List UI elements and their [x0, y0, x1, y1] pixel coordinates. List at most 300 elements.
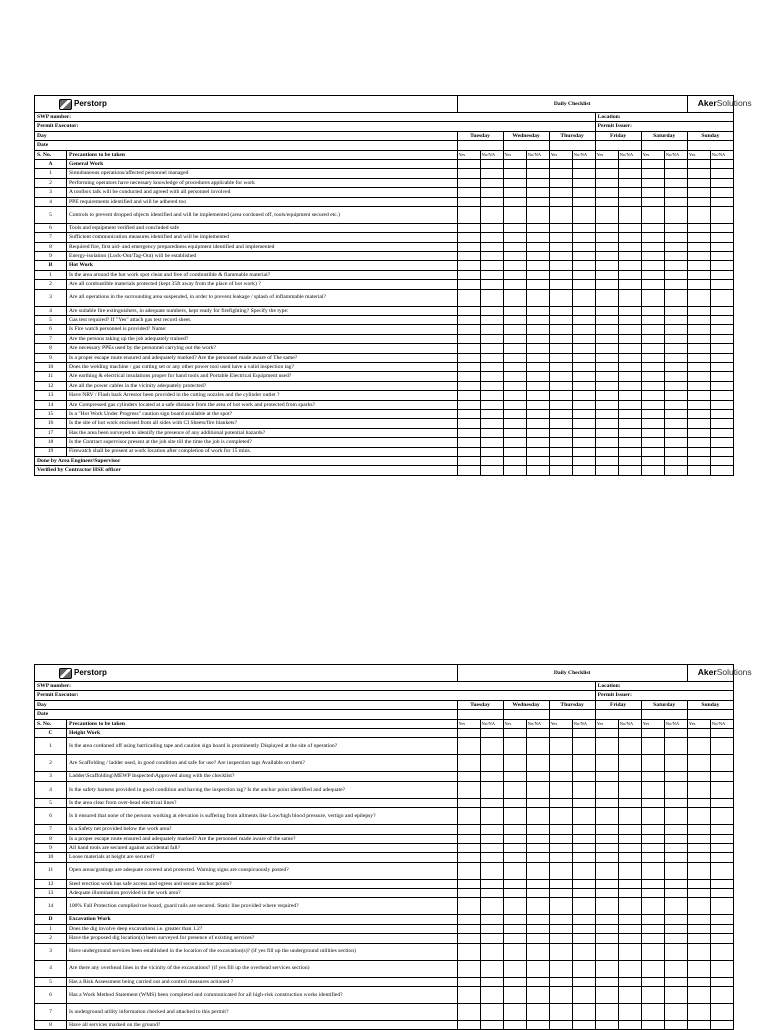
item-yes-cell[interactable]: [687, 1004, 710, 1021]
item-no-na-cell[interactable]: [572, 879, 595, 888]
item-no-na-cell[interactable]: [480, 223, 503, 232]
item-yes-cell[interactable]: [549, 772, 572, 781]
item-no-na-cell[interactable]: [710, 325, 733, 334]
section-yes-cell[interactable]: [595, 915, 618, 924]
item-yes-cell[interactable]: [549, 843, 572, 852]
item-no-na-cell[interactable]: [618, 233, 641, 242]
item-yes-cell[interactable]: [641, 843, 664, 852]
item-no-na-cell[interactable]: [572, 862, 595, 879]
section-yes-cell[interactable]: [595, 728, 618, 737]
item-yes-cell[interactable]: [549, 834, 572, 843]
item-yes-cell[interactable]: [641, 853, 664, 862]
signoff-no-na-cell[interactable]: [480, 456, 503, 465]
item-yes-cell[interactable]: [595, 772, 618, 781]
section-no-na-cell[interactable]: [664, 728, 687, 737]
section-yes-cell[interactable]: [457, 728, 480, 737]
item-yes-cell[interactable]: [595, 419, 618, 428]
item-yes-cell[interactable]: [503, 843, 526, 852]
item-no-na-cell[interactable]: [572, 206, 595, 223]
item-no-na-cell[interactable]: [572, 924, 595, 933]
item-yes-cell[interactable]: [595, 223, 618, 232]
item-no-na-cell[interactable]: [572, 325, 595, 334]
item-yes-cell[interactable]: [503, 233, 526, 242]
item-yes-cell[interactable]: [457, 898, 480, 915]
section-no-na-cell[interactable]: [618, 261, 641, 270]
item-yes-cell[interactable]: [595, 898, 618, 915]
item-yes-cell[interactable]: [595, 755, 618, 772]
section-no-na-cell[interactable]: [526, 728, 549, 737]
date-cell-0[interactable]: [457, 141, 503, 150]
item-yes-cell[interactable]: [503, 438, 526, 447]
item-yes-cell[interactable]: [687, 325, 710, 334]
item-no-na-cell[interactable]: [480, 428, 503, 437]
item-yes-cell[interactable]: [687, 233, 710, 242]
item-no-na-cell[interactable]: [572, 362, 595, 371]
item-no-na-cell[interactable]: [664, 1004, 687, 1021]
item-no-na-cell[interactable]: [526, 280, 549, 289]
item-no-na-cell[interactable]: [526, 1004, 549, 1021]
item-yes-cell[interactable]: [549, 270, 572, 279]
item-yes-cell[interactable]: [687, 1021, 710, 1030]
item-no-na-cell[interactable]: [526, 289, 549, 306]
item-no-na-cell[interactable]: [618, 977, 641, 986]
signoff-yes-cell[interactable]: [595, 466, 618, 475]
item-no-na-cell[interactable]: [618, 853, 641, 862]
item-no-na-cell[interactable]: [710, 987, 733, 1004]
section-no-na-cell[interactable]: [664, 159, 687, 168]
item-yes-cell[interactable]: [457, 188, 480, 197]
item-no-na-cell[interactable]: [526, 808, 549, 825]
item-yes-cell[interactable]: [457, 325, 480, 334]
item-yes-cell[interactable]: [641, 1021, 664, 1030]
item-no-na-cell[interactable]: [618, 223, 641, 232]
item-yes-cell[interactable]: [687, 447, 710, 456]
section-no-na-cell[interactable]: [480, 261, 503, 270]
item-no-na-cell[interactable]: [526, 438, 549, 447]
item-no-na-cell[interactable]: [526, 428, 549, 437]
signoff-no-na-cell[interactable]: [572, 456, 595, 465]
item-no-na-cell[interactable]: [664, 960, 687, 977]
item-yes-cell[interactable]: [687, 772, 710, 781]
item-no-na-cell[interactable]: [526, 381, 549, 390]
signoff-yes-cell[interactable]: [641, 466, 664, 475]
item-yes-cell[interactable]: [687, 280, 710, 289]
item-no-na-cell[interactable]: [664, 943, 687, 960]
item-yes-cell[interactable]: [687, 188, 710, 197]
item-yes-cell[interactable]: [503, 889, 526, 898]
item-yes-cell[interactable]: [503, 808, 526, 825]
item-yes-cell[interactable]: [687, 438, 710, 447]
item-yes-cell[interactable]: [549, 419, 572, 428]
item-no-na-cell[interactable]: [480, 862, 503, 879]
item-yes-cell[interactable]: [503, 325, 526, 334]
item-no-na-cell[interactable]: [710, 853, 733, 862]
item-yes-cell[interactable]: [457, 943, 480, 960]
item-no-na-cell[interactable]: [480, 798, 503, 807]
item-yes-cell[interactable]: [595, 233, 618, 242]
item-yes-cell[interactable]: [503, 853, 526, 862]
item-no-na-cell[interactable]: [710, 334, 733, 343]
item-yes-cell[interactable]: [641, 879, 664, 888]
item-yes-cell[interactable]: [687, 353, 710, 362]
item-yes-cell[interactable]: [549, 1021, 572, 1030]
item-no-na-cell[interactable]: [480, 289, 503, 306]
item-no-na-cell[interactable]: [710, 372, 733, 381]
item-yes-cell[interactable]: [641, 825, 664, 834]
item-no-na-cell[interactable]: [572, 825, 595, 834]
item-no-na-cell[interactable]: [664, 889, 687, 898]
item-no-na-cell[interactable]: [480, 344, 503, 353]
item-yes-cell[interactable]: [595, 738, 618, 755]
item-no-na-cell[interactable]: [664, 898, 687, 915]
item-yes-cell[interactable]: [549, 197, 572, 206]
signoff-no-na-cell[interactable]: [710, 456, 733, 465]
section-no-na-cell[interactable]: [710, 261, 733, 270]
item-no-na-cell[interactable]: [572, 853, 595, 862]
item-yes-cell[interactable]: [595, 960, 618, 977]
item-no-na-cell[interactable]: [710, 898, 733, 915]
item-no-na-cell[interactable]: [710, 834, 733, 843]
item-yes-cell[interactable]: [595, 781, 618, 798]
item-yes-cell[interactable]: [549, 325, 572, 334]
section-yes-cell[interactable]: [549, 728, 572, 737]
item-no-na-cell[interactable]: [572, 960, 595, 977]
item-no-na-cell[interactable]: [618, 197, 641, 206]
item-yes-cell[interactable]: [595, 252, 618, 261]
item-no-na-cell[interactable]: [664, 344, 687, 353]
item-no-na-cell[interactable]: [480, 306, 503, 315]
item-yes-cell[interactable]: [457, 934, 480, 943]
item-no-na-cell[interactable]: [664, 306, 687, 315]
item-yes-cell[interactable]: [687, 898, 710, 915]
item-no-na-cell[interactable]: [572, 197, 595, 206]
item-no-na-cell[interactable]: [526, 853, 549, 862]
section-yes-cell[interactable]: [641, 915, 664, 924]
item-no-na-cell[interactable]: [526, 233, 549, 242]
item-yes-cell[interactable]: [503, 280, 526, 289]
item-yes-cell[interactable]: [687, 934, 710, 943]
item-no-na-cell[interactable]: [618, 428, 641, 437]
item-no-na-cell[interactable]: [572, 188, 595, 197]
item-yes-cell[interactable]: [687, 306, 710, 315]
date-cell-2[interactable]: [549, 141, 595, 150]
section-no-na-cell[interactable]: [664, 261, 687, 270]
item-yes-cell[interactable]: [457, 400, 480, 409]
item-yes-cell[interactable]: [457, 834, 480, 843]
item-no-na-cell[interactable]: [480, 178, 503, 187]
item-no-na-cell[interactable]: [710, 233, 733, 242]
item-no-na-cell[interactable]: [618, 781, 641, 798]
item-no-na-cell[interactable]: [618, 206, 641, 223]
item-yes-cell[interactable]: [641, 381, 664, 390]
item-yes-cell[interactable]: [457, 755, 480, 772]
date-cell-3[interactable]: [595, 710, 641, 719]
item-no-na-cell[interactable]: [710, 362, 733, 371]
item-yes-cell[interactable]: [503, 1021, 526, 1030]
item-yes-cell[interactable]: [595, 409, 618, 418]
item-yes-cell[interactable]: [595, 438, 618, 447]
item-no-na-cell[interactable]: [664, 289, 687, 306]
item-yes-cell[interactable]: [503, 197, 526, 206]
item-yes-cell[interactable]: [687, 334, 710, 343]
item-yes-cell[interactable]: [641, 178, 664, 187]
signoff-no-na-cell[interactable]: [572, 466, 595, 475]
item-yes-cell[interactable]: [641, 344, 664, 353]
item-no-na-cell[interactable]: [664, 252, 687, 261]
date-cell-5[interactable]: [687, 710, 733, 719]
item-no-na-cell[interactable]: [480, 391, 503, 400]
item-yes-cell[interactable]: [549, 934, 572, 943]
item-yes-cell[interactable]: [641, 270, 664, 279]
item-no-na-cell[interactable]: [710, 391, 733, 400]
item-no-na-cell[interactable]: [526, 843, 549, 852]
item-yes-cell[interactable]: [549, 334, 572, 343]
item-yes-cell[interactable]: [503, 344, 526, 353]
item-no-na-cell[interactable]: [572, 316, 595, 325]
item-yes-cell[interactable]: [549, 879, 572, 888]
item-no-na-cell[interactable]: [480, 808, 503, 825]
item-yes-cell[interactable]: [641, 934, 664, 943]
item-no-na-cell[interactable]: [618, 943, 641, 960]
item-yes-cell[interactable]: [457, 1021, 480, 1030]
item-yes-cell[interactable]: [687, 879, 710, 888]
item-no-na-cell[interactable]: [664, 934, 687, 943]
item-yes-cell[interactable]: [503, 372, 526, 381]
item-yes-cell[interactable]: [549, 738, 572, 755]
item-yes-cell[interactable]: [503, 391, 526, 400]
item-yes-cell[interactable]: [457, 169, 480, 178]
item-no-na-cell[interactable]: [710, 223, 733, 232]
item-no-na-cell[interactable]: [526, 169, 549, 178]
item-yes-cell[interactable]: [503, 400, 526, 409]
section-yes-cell[interactable]: [687, 915, 710, 924]
item-no-na-cell[interactable]: [664, 381, 687, 390]
item-yes-cell[interactable]: [457, 781, 480, 798]
item-yes-cell[interactable]: [457, 1004, 480, 1021]
item-yes-cell[interactable]: [595, 843, 618, 852]
item-yes-cell[interactable]: [595, 344, 618, 353]
item-yes-cell[interactable]: [687, 223, 710, 232]
item-yes-cell[interactable]: [641, 362, 664, 371]
item-yes-cell[interactable]: [549, 223, 572, 232]
item-yes-cell[interactable]: [595, 334, 618, 343]
item-no-na-cell[interactable]: [526, 306, 549, 315]
date-cell-1[interactable]: [503, 710, 549, 719]
item-no-na-cell[interactable]: [480, 372, 503, 381]
item-yes-cell[interactable]: [549, 188, 572, 197]
item-no-na-cell[interactable]: [710, 781, 733, 798]
item-no-na-cell[interactable]: [710, 280, 733, 289]
item-yes-cell[interactable]: [503, 178, 526, 187]
item-no-na-cell[interactable]: [664, 280, 687, 289]
item-no-na-cell[interactable]: [618, 400, 641, 409]
item-yes-cell[interactable]: [457, 447, 480, 456]
item-yes-cell[interactable]: [641, 316, 664, 325]
item-yes-cell[interactable]: [687, 289, 710, 306]
item-no-na-cell[interactable]: [664, 825, 687, 834]
signoff-yes-cell[interactable]: [503, 456, 526, 465]
item-yes-cell[interactable]: [549, 862, 572, 879]
item-yes-cell[interactable]: [457, 233, 480, 242]
item-yes-cell[interactable]: [457, 306, 480, 315]
item-yes-cell[interactable]: [595, 400, 618, 409]
section-no-na-cell[interactable]: [572, 159, 595, 168]
item-no-na-cell[interactable]: [572, 391, 595, 400]
item-yes-cell[interactable]: [503, 409, 526, 418]
item-no-na-cell[interactable]: [526, 344, 549, 353]
item-yes-cell[interactable]: [687, 344, 710, 353]
item-yes-cell[interactable]: [457, 889, 480, 898]
section-no-na-cell[interactable]: [572, 261, 595, 270]
item-no-na-cell[interactable]: [572, 334, 595, 343]
item-yes-cell[interactable]: [641, 924, 664, 933]
item-no-na-cell[interactable]: [710, 419, 733, 428]
section-yes-cell[interactable]: [549, 915, 572, 924]
item-yes-cell[interactable]: [549, 400, 572, 409]
item-yes-cell[interactable]: [503, 934, 526, 943]
item-no-na-cell[interactable]: [526, 178, 549, 187]
item-no-na-cell[interactable]: [710, 178, 733, 187]
item-yes-cell[interactable]: [595, 1004, 618, 1021]
item-yes-cell[interactable]: [641, 419, 664, 428]
item-no-na-cell[interactable]: [710, 242, 733, 251]
item-no-na-cell[interactable]: [480, 353, 503, 362]
item-yes-cell[interactable]: [549, 1004, 572, 1021]
section-yes-cell[interactable]: [687, 728, 710, 737]
item-no-na-cell[interactable]: [480, 280, 503, 289]
item-yes-cell[interactable]: [687, 843, 710, 852]
section-yes-cell[interactable]: [595, 159, 618, 168]
signoff-no-na-cell[interactable]: [526, 466, 549, 475]
section-no-na-cell[interactable]: [710, 915, 733, 924]
item-no-na-cell[interactable]: [618, 447, 641, 456]
item-yes-cell[interactable]: [457, 843, 480, 852]
item-no-na-cell[interactable]: [710, 447, 733, 456]
item-no-na-cell[interactable]: [710, 738, 733, 755]
item-yes-cell[interactable]: [595, 169, 618, 178]
item-yes-cell[interactable]: [641, 889, 664, 898]
item-no-na-cell[interactable]: [710, 924, 733, 933]
item-yes-cell[interactable]: [549, 280, 572, 289]
item-yes-cell[interactable]: [687, 400, 710, 409]
section-yes-cell[interactable]: [457, 159, 480, 168]
item-yes-cell[interactable]: [457, 353, 480, 362]
item-yes-cell[interactable]: [687, 428, 710, 437]
section-no-na-cell[interactable]: [572, 728, 595, 737]
item-yes-cell[interactable]: [457, 344, 480, 353]
item-no-na-cell[interactable]: [572, 289, 595, 306]
date-cell-3[interactable]: [595, 141, 641, 150]
item-no-na-cell[interactable]: [572, 738, 595, 755]
item-no-na-cell[interactable]: [618, 889, 641, 898]
item-no-na-cell[interactable]: [618, 242, 641, 251]
section-yes-cell[interactable]: [503, 261, 526, 270]
item-no-na-cell[interactable]: [618, 1004, 641, 1021]
item-yes-cell[interactable]: [687, 960, 710, 977]
item-no-na-cell[interactable]: [618, 270, 641, 279]
item-no-na-cell[interactable]: [480, 755, 503, 772]
item-yes-cell[interactable]: [457, 772, 480, 781]
item-no-na-cell[interactable]: [526, 325, 549, 334]
signoff-yes-cell[interactable]: [549, 456, 572, 465]
item-no-na-cell[interactable]: [572, 178, 595, 187]
item-no-na-cell[interactable]: [572, 781, 595, 798]
item-no-na-cell[interactable]: [618, 808, 641, 825]
item-no-na-cell[interactable]: [618, 1021, 641, 1030]
item-no-na-cell[interactable]: [618, 325, 641, 334]
signoff-yes-cell[interactable]: [503, 466, 526, 475]
item-no-na-cell[interactable]: [664, 772, 687, 781]
item-no-na-cell[interactable]: [618, 169, 641, 178]
item-yes-cell[interactable]: [641, 289, 664, 306]
item-yes-cell[interactable]: [457, 879, 480, 888]
item-no-na-cell[interactable]: [618, 879, 641, 888]
item-yes-cell[interactable]: [457, 197, 480, 206]
item-yes-cell[interactable]: [687, 206, 710, 223]
item-no-na-cell[interactable]: [618, 934, 641, 943]
item-yes-cell[interactable]: [457, 206, 480, 223]
item-no-na-cell[interactable]: [664, 362, 687, 371]
item-no-na-cell[interactable]: [710, 188, 733, 197]
item-yes-cell[interactable]: [503, 977, 526, 986]
date-cell-4[interactable]: [641, 710, 687, 719]
item-yes-cell[interactable]: [595, 188, 618, 197]
item-no-na-cell[interactable]: [480, 738, 503, 755]
item-no-na-cell[interactable]: [526, 223, 549, 232]
item-yes-cell[interactable]: [503, 772, 526, 781]
item-no-na-cell[interactable]: [618, 252, 641, 261]
item-yes-cell[interactable]: [595, 353, 618, 362]
item-yes-cell[interactable]: [549, 781, 572, 798]
item-no-na-cell[interactable]: [664, 233, 687, 242]
item-yes-cell[interactable]: [549, 316, 572, 325]
item-no-na-cell[interactable]: [710, 1021, 733, 1030]
item-no-na-cell[interactable]: [480, 334, 503, 343]
item-yes-cell[interactable]: [503, 834, 526, 843]
item-no-na-cell[interactable]: [526, 960, 549, 977]
item-yes-cell[interactable]: [687, 808, 710, 825]
item-no-na-cell[interactable]: [664, 223, 687, 232]
item-no-na-cell[interactable]: [526, 242, 549, 251]
item-no-na-cell[interactable]: [618, 438, 641, 447]
swp-number-field[interactable]: SWP number:: [35, 113, 596, 122]
section-yes-cell[interactable]: [641, 159, 664, 168]
item-no-na-cell[interactable]: [710, 825, 733, 834]
item-no-na-cell[interactable]: [480, 438, 503, 447]
item-no-na-cell[interactable]: [572, 242, 595, 251]
item-yes-cell[interactable]: [641, 772, 664, 781]
item-yes-cell[interactable]: [503, 206, 526, 223]
item-yes-cell[interactable]: [641, 325, 664, 334]
item-no-na-cell[interactable]: [664, 798, 687, 807]
item-no-na-cell[interactable]: [618, 409, 641, 418]
item-yes-cell[interactable]: [641, 808, 664, 825]
item-yes-cell[interactable]: [687, 362, 710, 371]
item-yes-cell[interactable]: [687, 755, 710, 772]
item-no-na-cell[interactable]: [618, 391, 641, 400]
item-yes-cell[interactable]: [503, 755, 526, 772]
item-no-na-cell[interactable]: [526, 898, 549, 915]
item-no-na-cell[interactable]: [618, 924, 641, 933]
item-no-na-cell[interactable]: [526, 977, 549, 986]
item-no-na-cell[interactable]: [618, 843, 641, 852]
item-no-na-cell[interactable]: [572, 400, 595, 409]
item-yes-cell[interactable]: [641, 987, 664, 1004]
item-yes-cell[interactable]: [503, 781, 526, 798]
item-yes-cell[interactable]: [687, 889, 710, 898]
item-no-na-cell[interactable]: [664, 987, 687, 1004]
item-no-na-cell[interactable]: [664, 409, 687, 418]
